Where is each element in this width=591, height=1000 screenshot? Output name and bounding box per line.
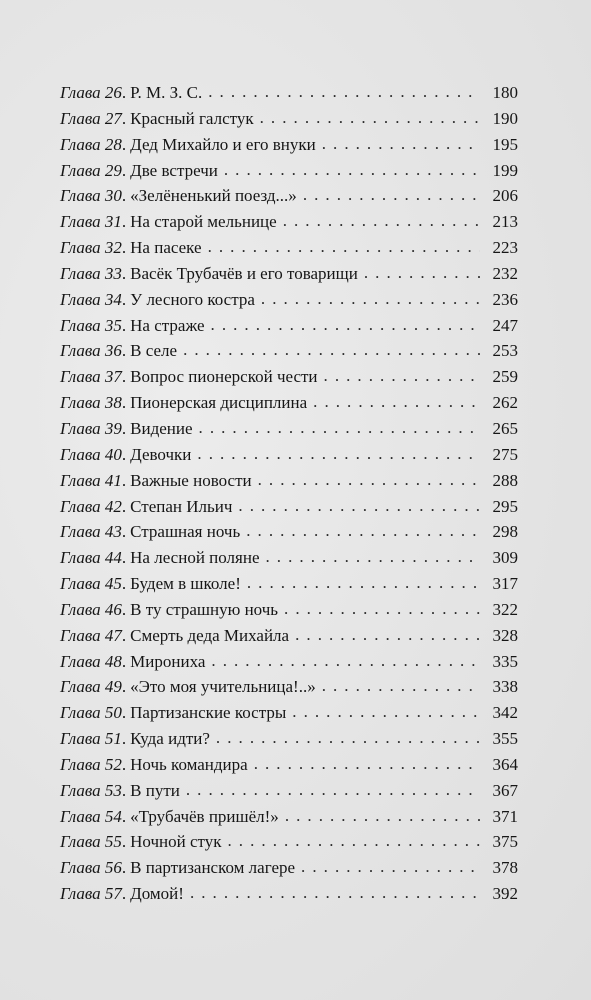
- dot-leader: [254, 751, 480, 777]
- chapter-label: Глава: [60, 651, 101, 671]
- chapter-number: 29: [104, 160, 122, 180]
- chapter-number: 41: [104, 470, 122, 490]
- chapter-title: «Трубачёв пришёл!»: [130, 806, 279, 826]
- page-number: 223: [492, 238, 518, 258]
- toc-entry: [60, 468, 518, 494]
- number-period: .: [121, 677, 127, 697]
- chapter-number: 36: [104, 341, 122, 361]
- chapter-title: Страшная ночь: [130, 522, 241, 542]
- dot-leader: [258, 467, 480, 493]
- chapter-label: Глава: [60, 83, 101, 102]
- chapter-title: На лесной поляне: [130, 548, 260, 568]
- page-number: 335: [492, 651, 518, 671]
- toc-entry: [60, 649, 518, 675]
- chapter-title: В ту страшную ночь: [130, 599, 279, 619]
- number-period: .: [121, 470, 127, 490]
- chapter-number: 32: [104, 238, 122, 258]
- chapter-title: Девочки: [130, 444, 192, 464]
- dot-leader: [313, 389, 480, 415]
- number-period: .: [121, 108, 127, 128]
- chapter-label: Глава: [60, 289, 101, 309]
- chapter-number: 52: [104, 754, 122, 774]
- toc-entry: [60, 416, 518, 442]
- toc-entry: [60, 313, 518, 339]
- number-period: .: [121, 522, 127, 542]
- chapter-number: 47: [104, 625, 122, 645]
- chapter-title: Красный галстук: [130, 108, 254, 128]
- chapter-label: Глава: [60, 625, 101, 645]
- chapter-title: В селе: [130, 341, 178, 361]
- page-number: 317: [492, 574, 518, 594]
- page-number: 213: [492, 212, 518, 232]
- number-period: .: [121, 341, 127, 361]
- chapter-label: Глава: [60, 574, 101, 594]
- dot-leader: [284, 596, 480, 622]
- dot-leader: [322, 673, 480, 699]
- toc-entry: [60, 338, 518, 364]
- toc-entry: [60, 494, 518, 520]
- chapter-number: 54: [104, 806, 122, 826]
- chapter-label: Глава: [60, 599, 101, 619]
- number-period: .: [121, 651, 127, 671]
- dot-leader: [197, 441, 480, 467]
- dot-leader: [183, 337, 480, 363]
- chapter-title: Важные новости: [130, 470, 252, 490]
- page-number: 253: [492, 341, 518, 361]
- number-period: .: [121, 832, 127, 852]
- chapter-title: Пионерская дисциплина: [130, 393, 308, 413]
- dot-leader: [228, 828, 481, 854]
- chapter-number: 53: [104, 780, 122, 800]
- number-period: .: [121, 83, 127, 102]
- page-number: 232: [492, 263, 518, 283]
- toc-entry: [60, 700, 518, 726]
- toc-entry: [60, 209, 518, 235]
- chapter-label: Глава: [60, 548, 101, 568]
- chapter-label: Глава: [60, 418, 101, 438]
- toc-entry: [60, 519, 518, 545]
- number-period: .: [121, 289, 127, 309]
- toc-entry: [60, 623, 518, 649]
- toc-entry: [60, 571, 518, 597]
- chapter-number: 43: [104, 522, 122, 542]
- chapter-label: Глава: [60, 806, 101, 826]
- chapter-title: «Это моя учительница!..»: [130, 677, 316, 697]
- dot-leader: [216, 725, 480, 751]
- toc-entry: [60, 261, 518, 287]
- page-number: 298: [492, 522, 518, 542]
- number-period: .: [121, 496, 127, 516]
- chapter-title: На страже: [130, 315, 205, 335]
- toc-entry: [60, 597, 518, 623]
- page-number: 199: [492, 160, 518, 180]
- chapter-label: Глава: [60, 186, 101, 206]
- chapter-number: 56: [104, 858, 122, 878]
- chapter-number: 30: [104, 186, 122, 206]
- toc-entry: [60, 752, 518, 778]
- dot-leader: [208, 79, 480, 105]
- dot-leader: [301, 854, 480, 880]
- page-number: 375: [492, 832, 518, 852]
- toc-entry: [60, 287, 518, 313]
- chapter-number: 55: [104, 832, 122, 852]
- chapter-number: 33: [104, 263, 122, 283]
- chapter-label: Глава: [60, 884, 101, 904]
- number-period: .: [121, 548, 127, 568]
- toc-entry: [60, 132, 518, 158]
- page-number: 206: [492, 186, 518, 206]
- table-of-contents: [60, 80, 518, 907]
- dot-leader: [224, 157, 480, 183]
- chapter-number: 38: [104, 393, 122, 413]
- number-period: .: [121, 729, 127, 749]
- chapter-label: Глава: [60, 238, 101, 258]
- chapter-label: Глава: [60, 470, 101, 490]
- chapter-label: Глава: [60, 108, 101, 128]
- number-period: .: [121, 160, 127, 180]
- page-number: 190: [492, 108, 518, 128]
- chapter-number: 46: [104, 599, 122, 619]
- chapter-number: 49: [104, 677, 122, 697]
- number-period: .: [121, 186, 127, 206]
- chapter-label: Глава: [60, 212, 101, 232]
- page-number: 236: [492, 289, 518, 309]
- chapter-number: 42: [104, 496, 122, 516]
- page-number: 378: [492, 858, 518, 878]
- chapter-label: Глава: [60, 677, 101, 697]
- number-period: .: [121, 393, 127, 413]
- chapter-title: Видение: [130, 418, 193, 438]
- toc-entry: [60, 235, 518, 261]
- chapter-title: Степан Ильич: [130, 496, 233, 516]
- page-number: 295: [492, 496, 518, 516]
- chapter-title: Васёк Трубачёв и его товарищи: [130, 263, 358, 283]
- toc-entry: [60, 80, 518, 106]
- chapter-title: Дед Михайло и его внуки: [130, 134, 316, 154]
- dot-leader: [211, 312, 480, 338]
- chapter-number: 51: [104, 729, 122, 749]
- chapter-number: 34: [104, 289, 122, 309]
- toc-entry: [60, 364, 518, 390]
- chapter-title: Домой!: [130, 884, 184, 904]
- chapter-title: Смерть деда Михайла: [130, 625, 290, 645]
- page-number: 259: [492, 367, 518, 387]
- toc-entry: [60, 442, 518, 468]
- toc-entry: [60, 390, 518, 416]
- number-period: .: [121, 238, 127, 258]
- dot-leader: [266, 544, 481, 570]
- chapter-number: 45: [104, 574, 122, 594]
- dot-leader: [364, 260, 480, 286]
- page-number: 371: [492, 806, 518, 826]
- chapter-title: Ночь командира: [130, 754, 248, 774]
- number-period: .: [121, 134, 127, 154]
- dot-leader: [295, 622, 480, 648]
- page-number: 367: [492, 780, 518, 800]
- dot-leader: [238, 493, 480, 519]
- chapter-number: 27: [104, 108, 122, 128]
- chapter-number: 28: [104, 134, 122, 154]
- dot-leader: [324, 363, 480, 389]
- dot-leader: [283, 208, 480, 234]
- dot-leader: [208, 234, 480, 260]
- chapter-number: 35: [104, 315, 122, 335]
- page-number: 322: [492, 599, 518, 619]
- dot-leader: [260, 105, 480, 131]
- dot-leader: [190, 880, 480, 906]
- dot-leader: [186, 777, 480, 803]
- dot-leader: [303, 182, 480, 208]
- dot-leader: [246, 518, 480, 544]
- dot-leader: [292, 699, 480, 725]
- number-period: .: [121, 212, 127, 232]
- toc-entry: [60, 545, 518, 571]
- page-number: 342: [492, 703, 518, 723]
- page-number: 392: [492, 884, 518, 904]
- chapter-label: Глава: [60, 444, 101, 464]
- chapter-number: 50: [104, 703, 122, 723]
- page-number: 309: [492, 548, 518, 568]
- toc-entry: [60, 881, 518, 907]
- chapter-number: 31: [104, 212, 122, 232]
- chapter-number: 48: [104, 651, 122, 671]
- chapter-label: Глава: [60, 858, 101, 878]
- page-number: 275: [492, 444, 518, 464]
- number-period: .: [121, 754, 127, 774]
- number-period: .: [121, 599, 127, 619]
- number-period: .: [121, 780, 127, 800]
- toc-entry: [60, 726, 518, 752]
- dot-leader: [261, 286, 480, 312]
- chapter-title: Будем в школе!: [130, 574, 241, 594]
- page-number: 262: [492, 393, 518, 413]
- page-number: 288: [492, 470, 518, 490]
- chapter-label: Глава: [60, 780, 101, 800]
- dot-leader: [322, 131, 480, 157]
- chapter-label: Глава: [60, 522, 101, 542]
- dot-leader: [211, 648, 480, 674]
- chapter-title: На старой мельнице: [130, 212, 277, 232]
- toc-entry: [60, 855, 518, 881]
- chapter-title: Мирониха: [130, 651, 206, 671]
- chapter-label: Глава: [60, 393, 101, 413]
- chapter-label: Глава: [60, 263, 101, 283]
- chapter-title: В пути: [130, 780, 180, 800]
- number-period: .: [121, 444, 127, 464]
- toc-entry: [60, 804, 518, 830]
- page-number: 328: [492, 625, 518, 645]
- number-period: .: [121, 625, 127, 645]
- number-period: .: [121, 858, 127, 878]
- number-period: .: [121, 806, 127, 826]
- toc-entry: [60, 106, 518, 132]
- number-period: .: [121, 418, 127, 438]
- dot-leader: [199, 415, 480, 441]
- toc-entry: [60, 778, 518, 804]
- chapter-title: Куда идти?: [130, 729, 210, 749]
- chapter-label: Глава: [60, 367, 101, 387]
- page-number: 364: [492, 754, 518, 774]
- chapter-title: Партизанские костры: [130, 703, 287, 723]
- chapter-label: Глава: [60, 729, 101, 749]
- number-period: .: [121, 884, 127, 904]
- chapter-label: Глава: [60, 341, 101, 361]
- number-period: .: [121, 263, 127, 283]
- chapter-title: На пасеке: [130, 238, 202, 258]
- chapter-label: Глава: [60, 160, 101, 180]
- toc-entry: [60, 183, 518, 209]
- chapter-title: У лесного костра: [130, 289, 255, 309]
- chapter-label: Глава: [60, 832, 101, 852]
- chapter-number: 26: [104, 83, 122, 102]
- page-number: 338: [492, 677, 518, 697]
- page-number: 195: [492, 134, 518, 154]
- chapter-number: 39: [104, 418, 122, 438]
- chapter-number: 44: [104, 548, 122, 568]
- chapter-number: 40: [104, 444, 122, 464]
- toc-entry: [60, 829, 518, 855]
- chapter-label: Глава: [60, 703, 101, 723]
- number-period: .: [121, 367, 127, 387]
- toc-entry: [60, 674, 518, 700]
- chapter-label: Глава: [60, 496, 101, 516]
- chapter-title: В партизанском лагере: [130, 858, 296, 878]
- chapter-number: 37: [104, 367, 122, 387]
- toc-entry: [60, 158, 518, 184]
- chapter-label: Глава: [60, 754, 101, 774]
- chapter-title: Р. М. З. С.: [130, 83, 203, 102]
- chapter-title: Вопрос пионерской чести: [130, 367, 318, 387]
- chapter-number: 57: [104, 884, 122, 904]
- chapter-label: Глава: [60, 315, 101, 335]
- dot-leader: [247, 570, 480, 596]
- chapter-title: Две встречи: [130, 160, 218, 180]
- number-period: .: [121, 315, 127, 335]
- number-period: .: [121, 703, 127, 723]
- page-number: 265: [492, 418, 518, 438]
- chapter-title: «Зелёненький поезд...»: [130, 186, 297, 206]
- chapter-title: Ночной стук: [130, 832, 222, 852]
- page-number: 247: [492, 315, 518, 335]
- number-period: .: [121, 574, 127, 594]
- chapter-label: Глава: [60, 134, 101, 154]
- page-number: 180: [492, 83, 518, 102]
- dot-leader: [285, 803, 480, 829]
- page-number: 355: [492, 729, 518, 749]
